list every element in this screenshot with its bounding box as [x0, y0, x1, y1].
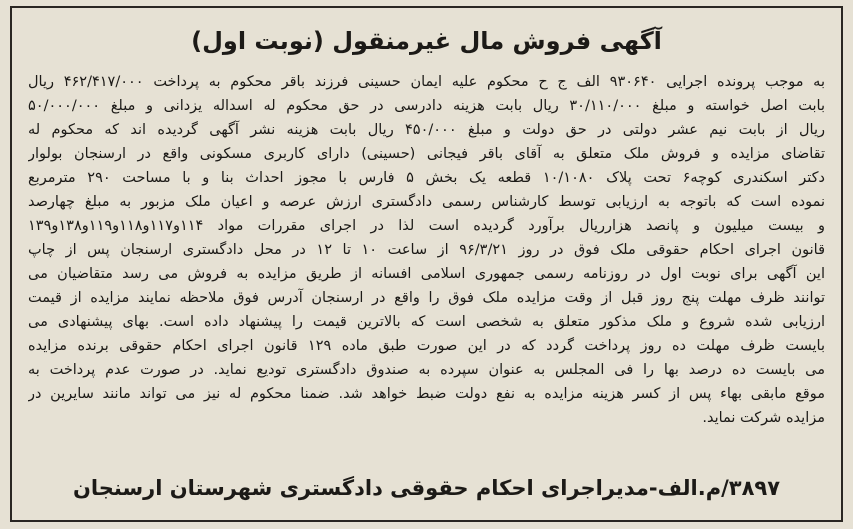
notice-line: توانند ظرف مهلت پنج روز قبل از وقت مزایده ملک فوق را واقع در ارسنجان آدرس فوق ملاحظه نمایند مزایده از قیمت — [28, 290, 825, 306]
notice-line: تقاضای مزایده و فروش ملک متعلق به آقای باقر فیجانی (حسینی) دارای کاربری مسکونی واقع در ارسنجان بولوار — [28, 146, 825, 162]
notice-signature: ۳۸۹۷/م.الف-مدیراجرای احکام حقوقی دادگستری شهرستان ارسنجان — [72, 476, 781, 500]
notice-line: می بایست ده درصد بها را فی المجلس به عنوان سپرده به صندوق دادگستری تودیع نماید. در صورت عدم پرداخت به — [28, 362, 825, 378]
notice-line: نموده است که باتوجه به ارزیابی توسط کارشناس رسمی دادگستری ارزش عرصه و اعیان ملک مزبور به مبلغ چهارصد — [28, 194, 825, 210]
notice-line: بابت اصل خواسته و مبلغ ۳۰/۱۱۰/۰۰۰ ریال بابت هزینه دادرسی در حق محکوم له اسداله یزدانی و مبلغ ۵۰/۰۰۰/۰۰۰ — [28, 98, 825, 114]
notice-line: به موجب پرونده اجرایی ۹۳۰۶۴۰ الف ج ح محکوم علیه ایمان حسینی فرزند باقر محکوم به پرداخت ۴۶۲/۴۱۷/۰۰۰ ریال — [28, 74, 825, 90]
notice-title: آگهی فروش مال غیرمنقول (نوبت اول) — [191, 27, 662, 55]
notice-line: قانون اجرای احکام حقوقی ملک فوق در روز ۹۶/۳/۲۱ از ساعت ۱۰ تا ۱۲ در محل دادگستری ارسنجان پس از چاپ — [28, 242, 825, 258]
notice-line: ریال از بابت نیم عشر دولتی در حق دولت و مبلغ ۴۵۰/۰۰۰ ریال بابت هزینه نشر آگهی گردیده اند که محکوم له — [28, 122, 825, 138]
notice-body — [28, 70, 825, 430]
notice-line: موقع مابقی بهاء پس از کسر هزینه مزایده به نفع دولت ضبط خواهد شد. ضمنا محکوم له نیز می تواند مانند سایرین در — [28, 386, 825, 402]
notice-line: دکتر اسکندری کوچه۶ تحت پلاک ۱۰/۱۰۸۰ قطعه یک بخش ۵ فارس با مجوز احداث بنا و با مساحت ۲۹۰ مترمربع — [28, 170, 825, 186]
notice-line: مزایده شرکت نماید. — [702, 410, 825, 426]
notice-line: این آگهی برای نوبت اول در روزنامه رسمی جمهوری اسلامی افسانه از طریق مزایده به فروش می رسد متقاضیان می — [28, 266, 825, 282]
notice-line: و بیست میلیون و پانصد هزارریال برآورد گردیده است لذا در اجرای مقررات مواد ۱۱۴و۱۱۷و۱۱۸و۱۱۹و۱۳۸و۱۳۹ — [28, 218, 825, 234]
notice-line: ارزیابی شده شروع و ملک مذکور متعلق به شخصی است که بالاترین قیمت را پیشنهاد داده است. بهای پیشنهادی می — [28, 314, 825, 330]
notice-line: بایست ظرف مهلت ده روز پرداخت گردد که در این صورت طبق ماده ۱۲۹ قانون اجرای احکام حقوقی برنده مزایده — [28, 338, 825, 354]
